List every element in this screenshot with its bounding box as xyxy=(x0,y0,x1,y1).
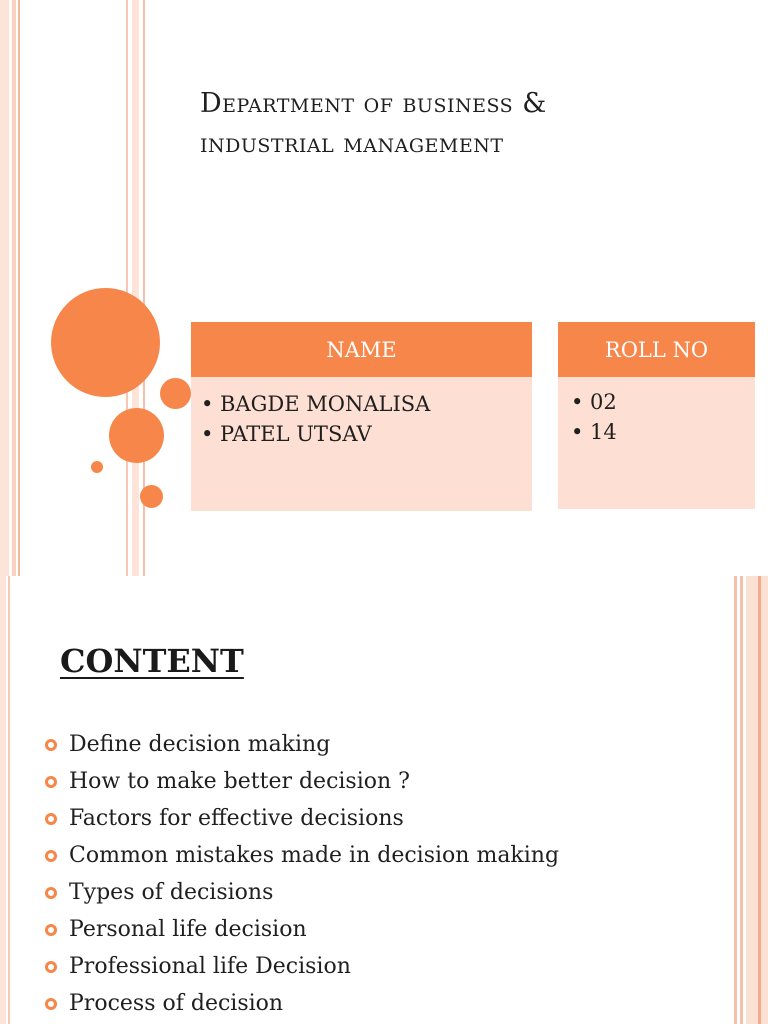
content-slide xyxy=(0,576,768,1024)
list-item xyxy=(45,763,559,800)
ring-bullet-icon xyxy=(45,998,57,1010)
roll-no-row: • 02 xyxy=(571,390,617,414)
list-item xyxy=(45,800,559,837)
decorative-stripe xyxy=(734,576,737,1024)
list-item-text: Factors for effective decisions xyxy=(69,806,404,831)
decorative-circle-medium xyxy=(109,408,164,463)
list-item xyxy=(45,948,559,985)
list-item-text: How to make better decision ? xyxy=(69,769,410,794)
list-item xyxy=(45,726,559,763)
name-card-body xyxy=(191,377,532,511)
decorative-stripe xyxy=(126,0,128,576)
roll-no-row: • 14 xyxy=(571,420,617,444)
ring-bullet-icon xyxy=(45,776,57,788)
list-item-text: Types of decisions xyxy=(69,880,274,905)
decorative-circle-small xyxy=(140,485,163,508)
decorative-stripe xyxy=(8,576,10,1024)
decorative-circle-large xyxy=(51,288,160,397)
ring-bullet-icon xyxy=(45,961,57,973)
ring-bullet-icon xyxy=(45,813,57,825)
list-item-text: Professional life Decision xyxy=(69,954,351,979)
decorative-stripe xyxy=(0,0,9,576)
ring-bullet-icon xyxy=(45,887,57,899)
list-item-text: Define decision making xyxy=(69,732,331,757)
roll-no-card-header: ROLL NO xyxy=(558,322,755,377)
decorative-stripe xyxy=(740,576,743,1024)
decorative-stripe xyxy=(0,576,6,1024)
list-item-text: Personal life decision xyxy=(69,917,307,942)
decorative-circle-small xyxy=(160,378,191,409)
list-item xyxy=(45,985,559,1022)
list-item-text: Process of decision xyxy=(69,991,284,1016)
name-card-header: NAME xyxy=(191,322,532,377)
slide-title xyxy=(200,84,740,164)
name-card xyxy=(191,322,532,511)
list-item xyxy=(45,837,559,874)
ring-bullet-icon xyxy=(45,850,57,862)
list-item xyxy=(45,874,559,911)
name-row: • BAGDE MONALISA xyxy=(201,392,431,416)
decorative-stripe xyxy=(12,0,16,576)
decorative-stripe xyxy=(132,0,139,576)
ring-bullet-icon xyxy=(45,739,57,751)
content-list xyxy=(45,726,559,1022)
decorative-circle-tiny xyxy=(91,461,103,473)
ring-bullet-icon xyxy=(45,924,57,936)
list-item-text: Common mistakes made in decision making xyxy=(69,843,560,868)
slide-title-line-2: industrial management xyxy=(200,128,504,159)
decorative-stripe xyxy=(758,576,761,1024)
decorative-stripe xyxy=(746,576,768,1024)
list-item xyxy=(45,911,559,948)
roll-no-card xyxy=(558,322,755,509)
content-heading: CONTENT xyxy=(60,642,244,680)
decorative-stripe xyxy=(18,0,20,576)
slide-title-line-1: Department of business & xyxy=(200,88,547,119)
name-row: • PATEL UTSAV xyxy=(201,422,372,446)
roll-no-card-body xyxy=(558,377,755,509)
